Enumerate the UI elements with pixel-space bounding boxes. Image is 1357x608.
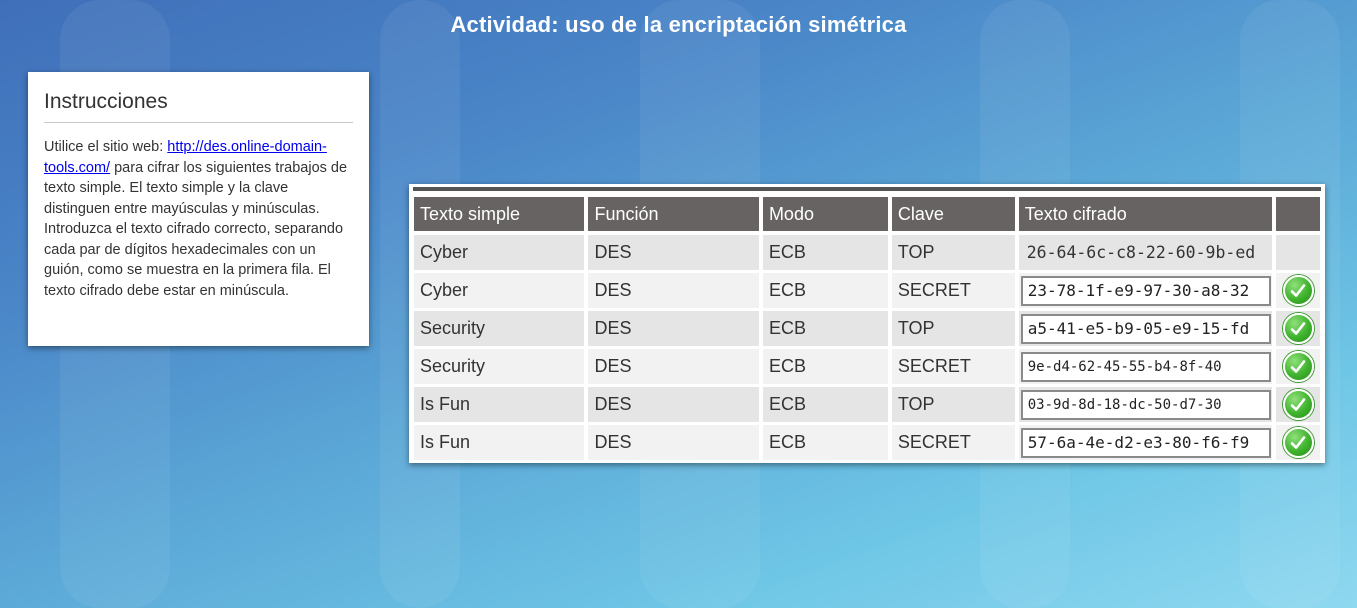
ciphertext-cell [1019, 273, 1273, 308]
key-cell: SECRET [892, 425, 1015, 460]
table-row [412, 425, 1322, 463]
instructions-link[interactable]: http://des.online-domain-tools.com/ [44, 139, 327, 176]
function-cell: DES [588, 235, 758, 270]
status-cell [1276, 273, 1320, 308]
mode-cell: ECB [763, 311, 888, 346]
check-circle-icon [1283, 313, 1314, 344]
check-circle-icon [1283, 275, 1314, 306]
status-cell [1276, 235, 1320, 270]
ciphertext-input[interactable] [1021, 390, 1271, 420]
plaintext-cell: Cyber [414, 273, 584, 308]
table-row [412, 387, 1322, 425]
header-function: Función [588, 197, 758, 231]
page-title: Actividad: uso de la encriptación simétrica [450, 12, 907, 37]
status-cell [1276, 425, 1320, 460]
instructions-heading: Instrucciones [44, 90, 353, 123]
function-cell: DES [588, 387, 758, 422]
ciphertext-cell [1019, 425, 1273, 460]
instructions-text-intro: Utilice el sitio web: [44, 139, 168, 155]
instructions-text [44, 137, 353, 301]
ciphertext-example: 26-64-6c-c8-22-60-9b-ed [1019, 235, 1273, 270]
key-cell: TOP [892, 235, 1015, 270]
function-cell: DES [588, 273, 758, 308]
table-top-rule [413, 187, 1321, 191]
mode-cell: ECB [763, 387, 888, 422]
instructions-text-body: para cifrar los siguientes trabajos de texto simple. El texto simple y la clave distinguen entre mayúsculas y minúsculas. Introduzca el texto cifrado correcto, separando cada par de dígitos hexadecimales con un guión, como se muestra en la primera fila. El texto cifrado debe estar en minúscula. [44, 159, 348, 299]
header-plaintext: Texto simple [414, 197, 584, 231]
header-ciphertext: Texto cifrado [1019, 197, 1273, 231]
function-cell: DES [588, 425, 758, 460]
header-status [1276, 197, 1320, 231]
mode-cell: ECB [763, 273, 888, 308]
table-row [412, 311, 1322, 349]
mode-cell: ECB [763, 349, 888, 384]
function-cell: DES [588, 311, 758, 346]
mode-cell: ECB [763, 235, 888, 270]
key-cell: TOP [892, 387, 1015, 422]
plaintext-cell: Security [414, 349, 584, 384]
header-key: Clave [892, 197, 1015, 231]
table-row [412, 273, 1322, 311]
key-cell: TOP [892, 311, 1015, 346]
ciphertext-input[interactable] [1021, 314, 1271, 344]
plaintext-cell: Is Fun [414, 387, 584, 422]
cipher-table [412, 197, 1322, 463]
ciphertext-cell [1019, 349, 1273, 384]
mode-cell: ECB [763, 425, 888, 460]
ciphertext-input[interactable] [1021, 352, 1271, 382]
table-row [412, 235, 1322, 273]
status-cell [1276, 349, 1320, 384]
instructions-panel [28, 72, 369, 346]
key-cell: SECRET [892, 273, 1015, 308]
header-mode: Modo [763, 197, 888, 231]
ciphertext-input[interactable] [1021, 428, 1271, 458]
check-circle-icon [1283, 351, 1314, 382]
plaintext-cell: Cyber [414, 235, 584, 270]
table-row [412, 349, 1322, 387]
status-cell [1276, 387, 1320, 422]
ciphertext-cell [1019, 311, 1273, 346]
check-circle-icon [1283, 389, 1314, 420]
status-cell [1276, 311, 1320, 346]
check-circle-icon [1283, 427, 1314, 458]
plaintext-cell: Security [414, 311, 584, 346]
plaintext-cell: Is Fun [414, 425, 584, 460]
function-cell: DES [588, 349, 758, 384]
cipher-table-panel [409, 184, 1325, 463]
key-cell: SECRET [892, 349, 1015, 384]
table-header-row [412, 197, 1322, 235]
ciphertext-cell [1019, 387, 1273, 422]
ciphertext-input[interactable] [1021, 276, 1271, 306]
